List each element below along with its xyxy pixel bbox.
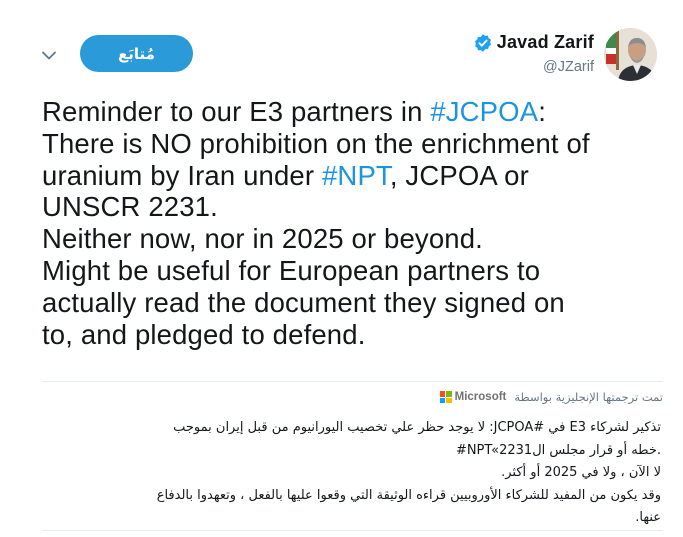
hashtag-link[interactable]: #NPT <box>321 159 390 191</box>
translated-text <box>60 417 661 530</box>
chevron-down-icon[interactable] <box>38 44 60 66</box>
translated-line: لا الآن ، ولا في 2025 أو أكثر. <box>501 465 661 480</box>
tweet-line: to, and pledged to defend. <box>42 318 366 350</box>
translation-attribution-label: تمت ترجمتها الإنجليزية بواسطة <box>514 390 663 404</box>
tweet-line: Neither now, nor in 2025 or beyond. <box>42 223 483 255</box>
author-name-row[interactable] <box>473 32 594 53</box>
tweet-line <box>42 96 672 128</box>
tweet-line: Might be useful for European partners to <box>42 254 541 286</box>
avatar[interactable] <box>604 28 657 81</box>
tweet-text <box>42 96 672 350</box>
verified-badge-icon <box>473 33 493 53</box>
following-button[interactable]: مُتابَع <box>80 35 193 72</box>
tweet-line <box>42 160 672 192</box>
author-handle[interactable]: @JZarif <box>543 59 594 75</box>
translation-attribution[interactable] <box>440 390 663 404</box>
translated-line: عنها. <box>635 510 661 525</box>
tweet-text-segment: , JCPOA or <box>389 159 529 191</box>
microsoft-logo-icon <box>440 391 452 403</box>
divider <box>42 530 663 531</box>
translated-line: وقد يكون من المفيد للشركاء الأوروبيين قراءه الوثيقة التي وقعوا عليها بالفعل ، وتعهدوا بالدفاع <box>156 487 661 503</box>
tweet-text-segment: Reminder to our E3 partners in <box>42 96 431 127</box>
divider <box>42 381 663 382</box>
tweet-text-segment: uranium by Iran under <box>42 159 322 191</box>
tweet-line: actually read the document they signed on <box>42 286 565 318</box>
hashtag-link[interactable]: #JCPOA <box>430 96 539 127</box>
tweet-line: UNSCR 2231. <box>42 191 218 223</box>
author-display-name[interactable]: Javad Zarif <box>496 32 594 52</box>
translated-line: #NPT«خطه أو قرار مجلس ال2231. <box>455 442 661 458</box>
tweet-line: There is NO prohibition on the enrichment of <box>42 127 590 159</box>
translated-line: تذكير لشركاء E3 في #JCPOA: لا يوجد حظر علي تخصيب اليورانيوم من قبل إيران بموجب <box>173 420 661 435</box>
tweet-header <box>0 0 683 95</box>
tweet-text-segment: : <box>538 96 546 127</box>
translation-provider: Microsoft <box>454 391 507 403</box>
